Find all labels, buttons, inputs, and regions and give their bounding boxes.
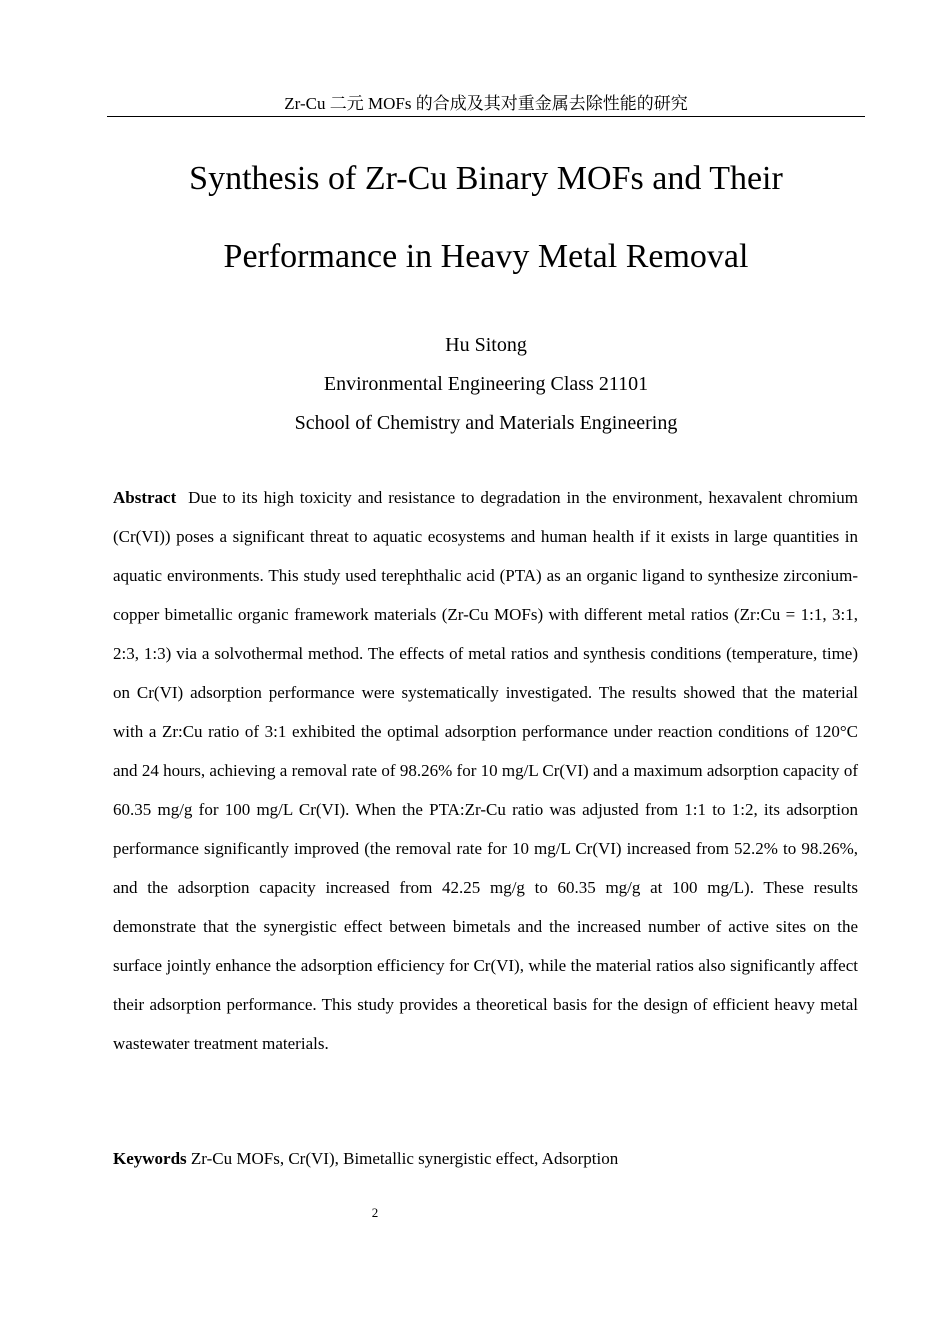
paper-title-line-2: Performance in Heavy Metal Removal [223, 238, 749, 275]
running-header: Zr-Cu 二元 MOFs 的合成及其对重金属去除性能的研究 [284, 94, 688, 113]
author-name: Hu Sitong [445, 334, 527, 356]
keywords-text: Zr-Cu MOFs, Cr(VI), Bimetallic synergistic effect, Adsorption [190, 1149, 619, 1168]
page-number: 2 [371, 1205, 379, 1220]
header-rule [107, 116, 865, 117]
paper-title [100, 140, 872, 296]
abstract [113, 478, 858, 1063]
keywords [113, 1141, 858, 1177]
author-class: Environmental Engineering Class 21101 [323, 373, 649, 395]
author-block [100, 326, 872, 443]
abstract-text: Due to its high toxicity and resistance to degradation in the environment, hexavalent chromium (Cr(VI)) poses a significant threat to aquatic ecosystems and human health if it exists in large quantities in aquatic environments. This study used terephthalic acid (PTA) as an organic ligand to synthesize zirconium-copper bimetallic organic framework materials (Zr-Cu MOFs) with different metal ratios (Zr:Cu = 1:1, 3:1, 2:3, 1:3) via a solvothermal method. The effects of metal ratios and synthesis conditions (temperature, time) on Cr(VI) adsorption performance were systematically investigated. The results showed that the material with a Zr:Cu ratio of 3:1 exhibited the optimal adsorption performance under reaction conditions of 120°C and 24 hours, achieving a removal rate of 98.26% for 10 mg/L Cr(VI) and a maximum adsorption capacity of 60.35 mg/g for 100 mg/L Cr(VI). When the PTA:Zr-Cu ratio was adjusted from 1:1 to 1:2, its adsorption performance significantly improved (the removal rate for 10 mg/L Cr(VI) increased from 52.2% to 98.26%, and the adsorption capacity increased from 42.25 mg/g to 60.35 mg/g at 100 mg/L). These results demonstrate that the synergistic effect between bimetals and the increased number of active sites on the surface jointly enhance the adsorption efficiency for Cr(VI), while the material ratios also significantly affect their adsorption performance. This study provides a theoretical basis for the design of efficient heavy metal wastewater treatment materials. [113, 488, 859, 1053]
keywords-label: Keywords [113, 1149, 187, 1168]
abstract-label: Abstract [113, 488, 177, 507]
paper-title-line-1: Synthesis of Zr-Cu Binary MOFs and Their [189, 160, 783, 197]
author-school: School of Chemistry and Materials Engineering [294, 412, 678, 434]
